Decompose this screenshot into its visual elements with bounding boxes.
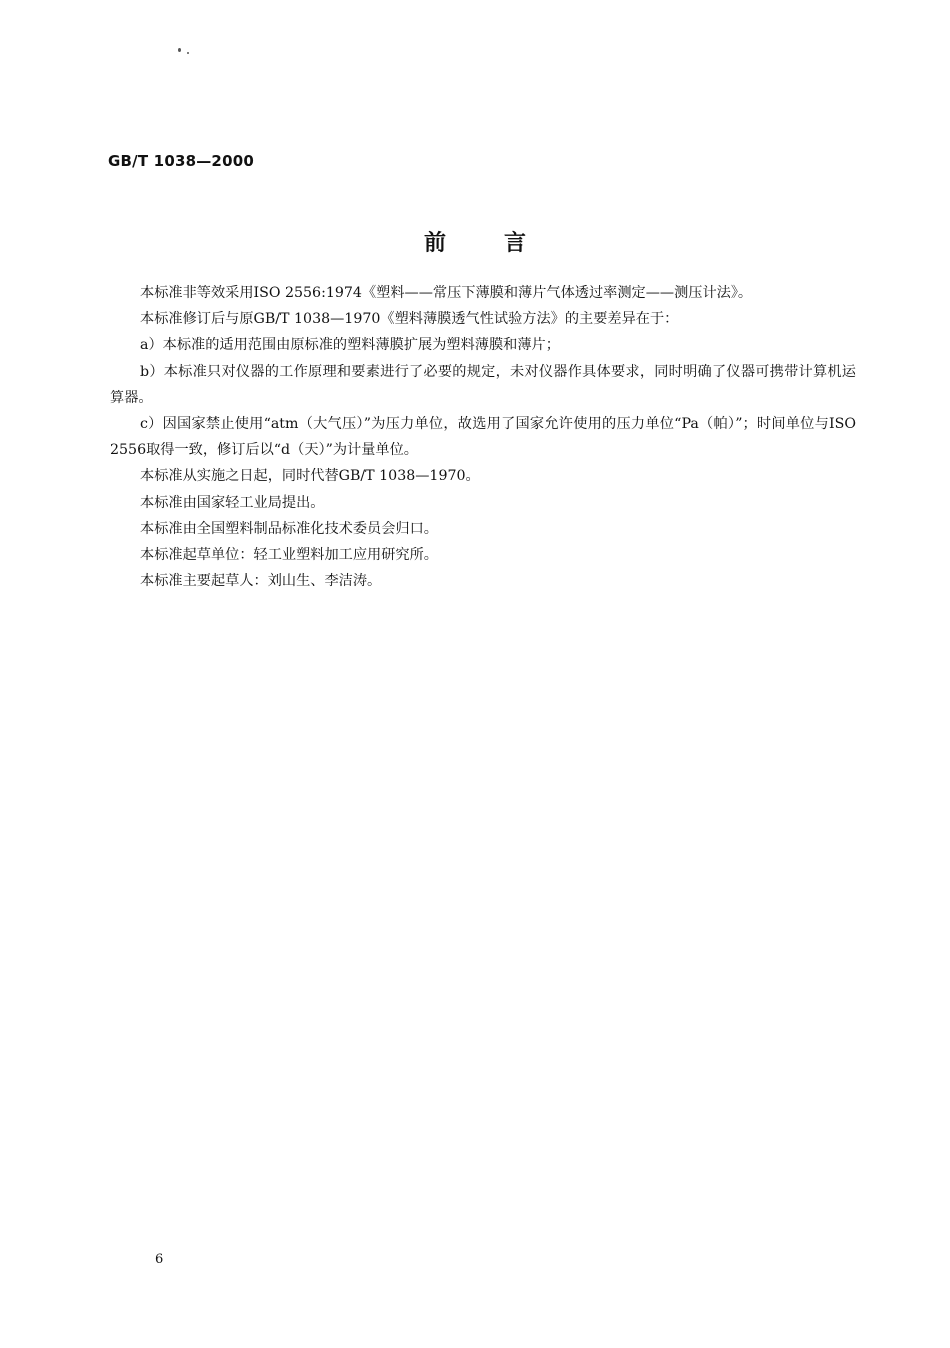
paragraph: 本标准非等效采用ISO 2556:1974《塑料——常压下薄膜和薄片气体透过率测定——测压计法》。: [140, 285, 753, 301]
paragraph: 本标准由国家轻工业局提出。: [140, 494, 325, 511]
preface-body: [110, 280, 856, 594]
paragraph: c）因国家禁止使用“atm（大气压）”为压力单位，故选用了国家允许使用的压力单位“Pa（帕）”；时间单位与ISO 2556取得一致，修订后以“d（天）”为计量单位。: [110, 416, 856, 459]
page-title: 前言: [423, 230, 584, 256]
paragraph: b）本标准只对仪器的工作原理和要素进行了必要的规定，未对仪器作具体要求，同时明确了仪器可携带计算机运算器。: [110, 363, 856, 406]
paragraph: 本标准主要起草人：刘山生、李洁涛。: [140, 573, 382, 590]
standard-code: GB/T 1038—2000: [108, 152, 254, 170]
page-number: 6: [155, 1252, 164, 1267]
paragraph: a）本标准的适用范围由原标准的塑料薄膜扩展为塑料薄膜和薄片；: [140, 337, 560, 354]
paragraph: 本标准从实施之日起，同时代替GB/T 1038—1970。: [140, 468, 480, 485]
scan-speck: [178, 48, 181, 52]
paragraph: 本标准修订后与原GB/T 1038—1970《塑料薄膜透气性试验方法》的主要差异在于：: [140, 311, 679, 328]
scan-speck: [187, 52, 189, 54]
paragraph: 本标准起草单位：轻工业塑料加工应用研究所。: [140, 547, 438, 564]
paragraph: 本标准由全国塑料制品标准化技术委员会归口。: [140, 520, 438, 537]
